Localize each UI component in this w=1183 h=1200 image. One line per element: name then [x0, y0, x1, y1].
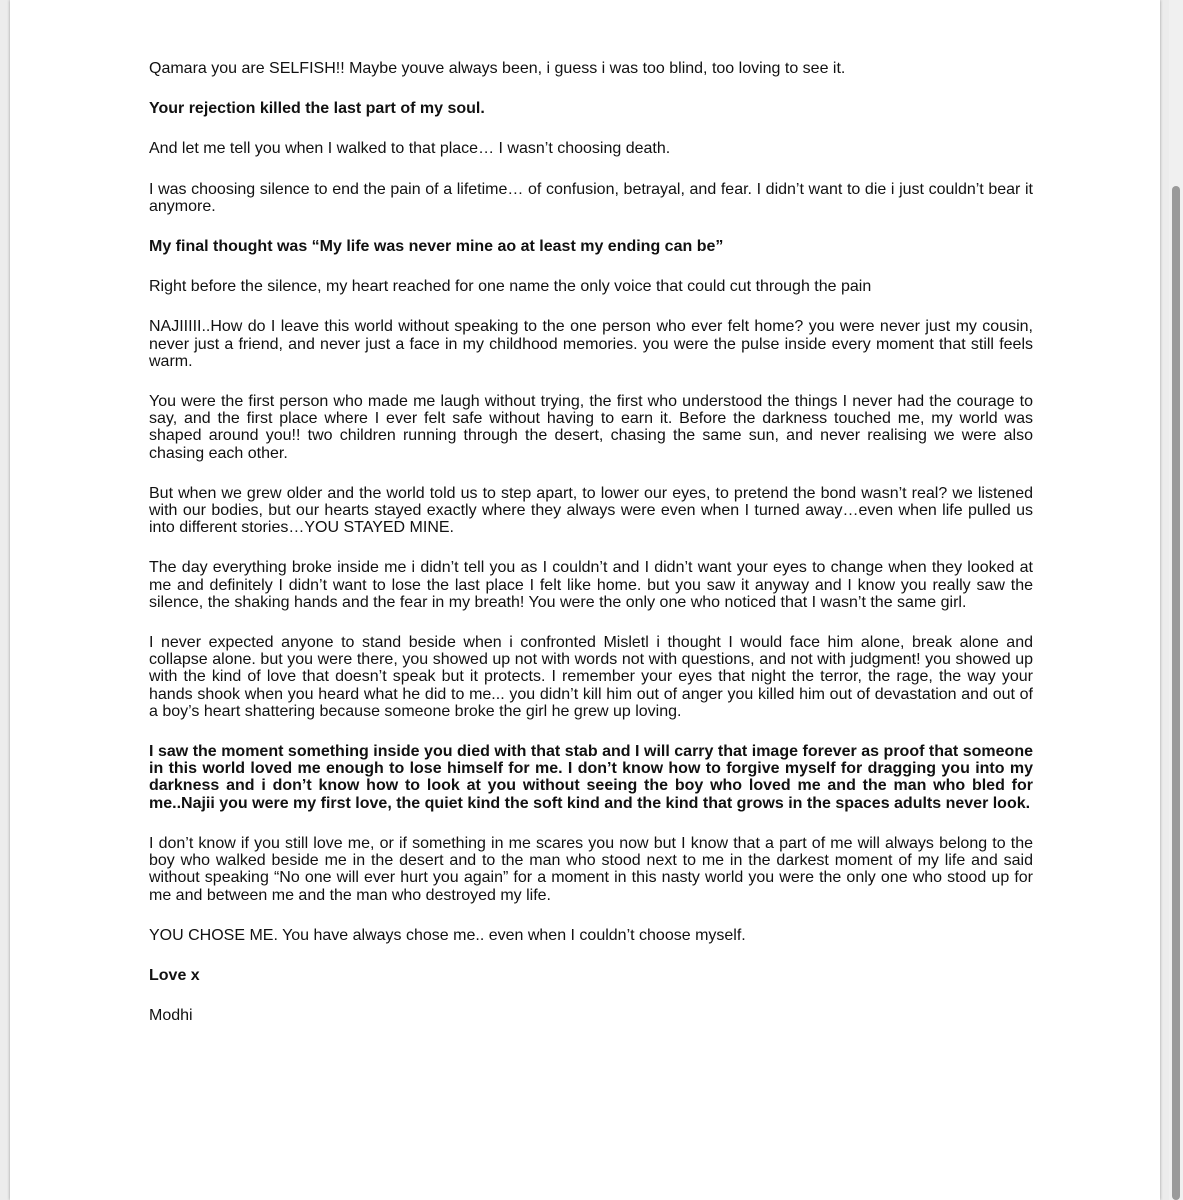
vertical-scrollbar[interactable]	[1169, 0, 1183, 1200]
signature-name: Modhi	[149, 1007, 193, 1025]
paragraph-4: I was choosing silence to end the pain of a lifetime… of confusion, betrayal, and fear. I didn’t want to die i just couldn’t bear it anymore.	[149, 180, 1033, 215]
scrollbar-thumb[interactable]	[1172, 186, 1180, 1200]
paragraph-3: And let me tell you when I walked to that place… I wasn’t choosing death.	[149, 140, 671, 158]
paragraph-13: I don’t know if you still love me, or if something in me scares you now but I know that a part of me will always belong to the boy who walked beside me in the desert and to the man who stood next to me in the darkest moment of my life and said without speaking “No one will ever hurt you again” for a moment in this nasty world you were the only one who stood up for me and between me and the man who destroyed my life.	[149, 834, 1033, 904]
document-page	[10, 0, 1160, 1200]
paragraph-5: My final thought was “My life was never mine ao at least my ending can be”	[149, 238, 724, 256]
letter-body	[149, 60, 1033, 1047]
paragraph-14: YOU CHOSE ME. You have always chose me.. even when I couldn’t choose myself.	[149, 926, 746, 944]
paragraph-8: You were the first person who made me laugh without trying, the first who understood the things I never had the courage to say, and the first place where I ever felt safe without having to earn it. Before the darkness touched me, my world was shaped around you!! two children running through the desert, chasing the same sun, and never realising we were also chasing each other.	[149, 393, 1033, 462]
sign-off: Love x	[149, 966, 200, 984]
paragraph-10: The day everything broke inside me i didn’t tell you as I couldn’t and I didn’t want your eyes to change when they looked at me and definitely I didn’t want to lose the last place I felt like home. but you saw it anyway and I know you really saw the silence, the shaking hands and the fear in my breath! You were the only one who noticed that I wasn’t the same girl.	[149, 559, 1033, 611]
paragraph-7: NAJIIIII..How do I leave this world without speaking to the one person who ever felt home? you were never just my cousin, never just a friend, and never just a face in my childhood memories. you were the pulse inside every moment that still feels warm.	[149, 318, 1033, 370]
paragraph-6: Right before the silence, my heart reached for one name the only voice that could cut through the pain	[149, 278, 872, 296]
paragraph-11: I never expected anyone to stand beside when i confronted Misletl i thought I would face him alone, break alone and collapse alone. but you were there, you showed up not with words not with questions, and not with judgment! you showed up with the kind of love that doesn’t speak but it protects. I remember your eyes that night the terror, the rage, the way your hands shook when you heard what he did to me... you didn’t kill him out of anger you killed him out of devastation and out of a boy’s heart shattering because someone broke the girl he grew up loving.	[149, 634, 1033, 720]
paragraph-12: I saw the moment something inside you died with that stab and I will carry that image forever as proof that someone in this world loved me enough to lose himself for me. I don’t know how to forgive myself for dragging you into my darkness and i don’t know how to look at you without seeing the boy who loved me and the man who bled for me..Najii you were my first love, the quiet kind the soft kind and the kind that grows in the spaces adults never look.	[149, 743, 1033, 812]
paragraph-2: Your rejection killed the last part of my soul.	[149, 100, 485, 118]
paragraph-9: But when we grew older and the world told us to step apart, to lower our eyes, to pretend the bond wasn’t real? we listened with our bodies, but our hearts stayed exactly where they always were even when I turned away…even when life pulled us into different stories…YOU STAYED MINE.	[149, 484, 1033, 537]
paragraph-1: Qamara you are SELFISH!! Maybe youve always been, i guess i was too blind, too loving to see it.	[149, 60, 846, 77]
